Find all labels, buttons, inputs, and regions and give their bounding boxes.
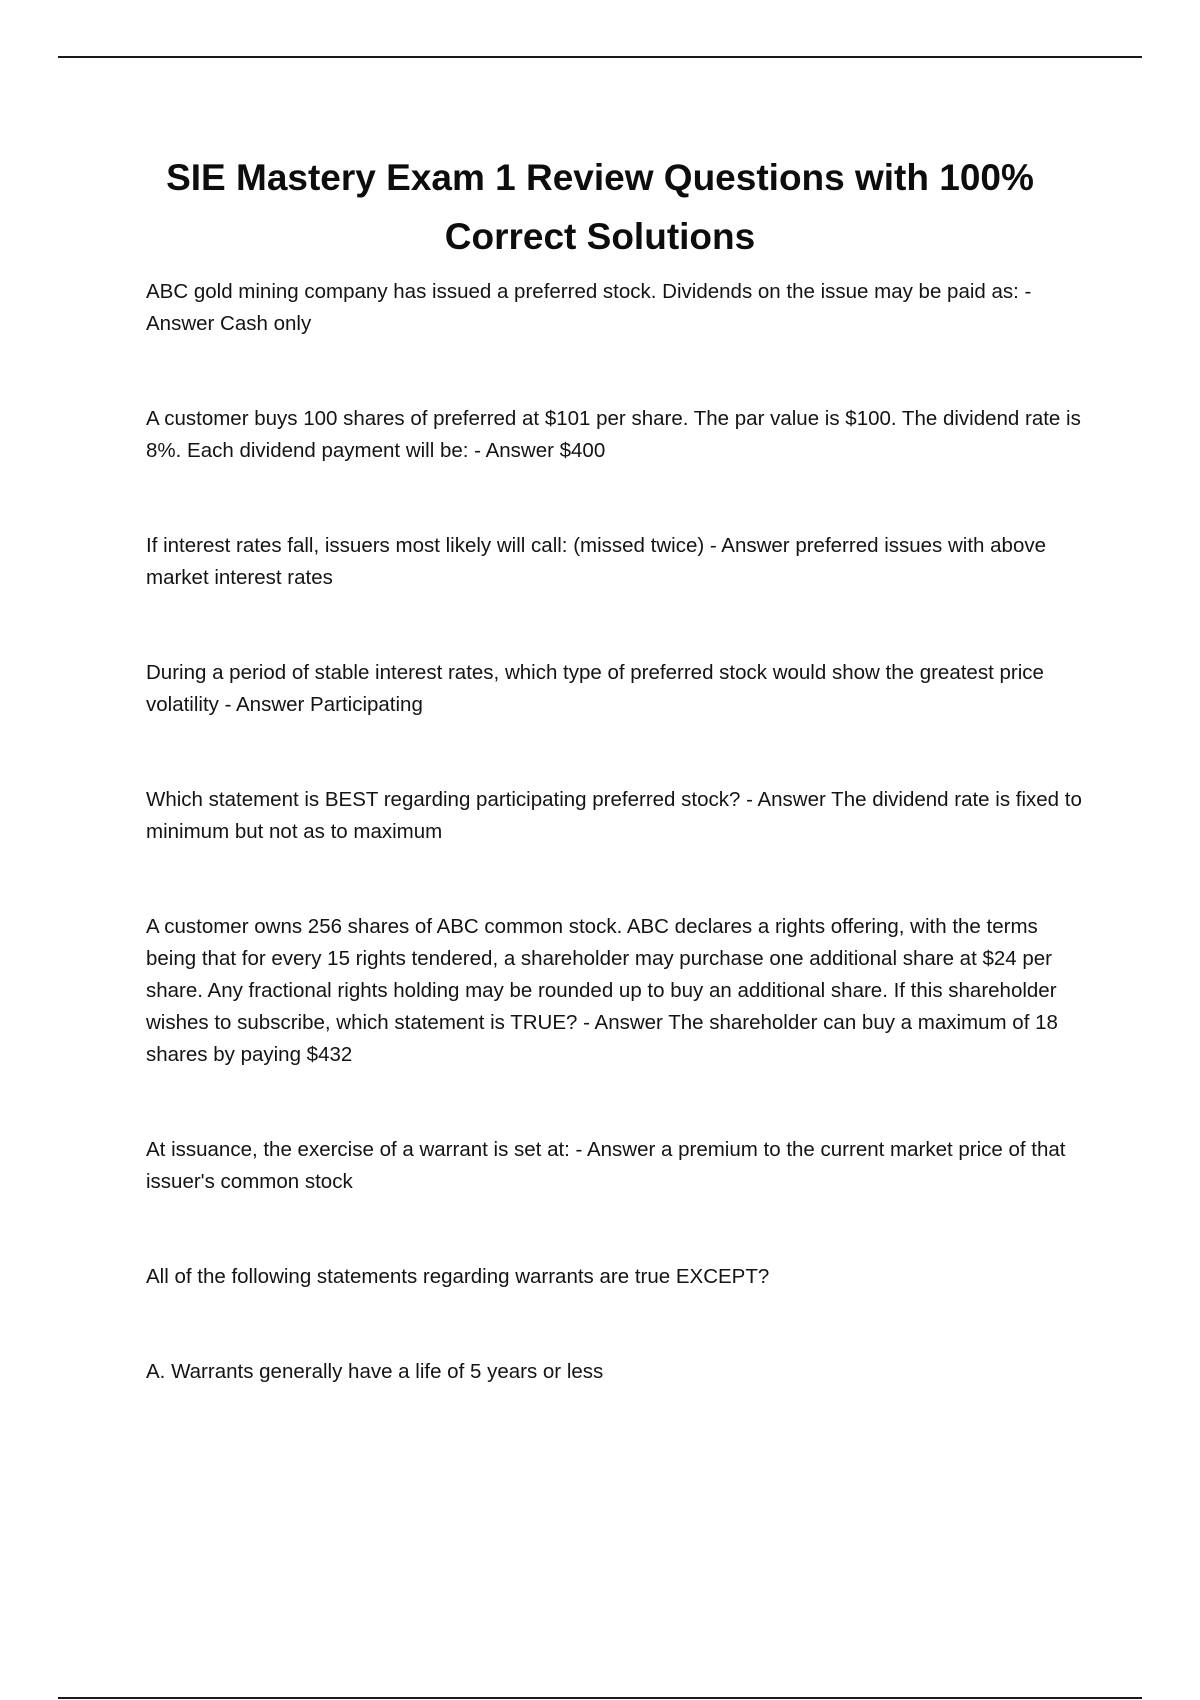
qa-item: ABC gold mining company has issued a preferred stock. Dividends on the issue may be paid as: - Answer Cash only	[146, 280, 1032, 335]
qa-item: If interest rates fall, issuers most likely will call: (missed twice) - Answer preferred issues with above market interest rates	[146, 534, 1047, 589]
qa-item: A customer buys 100 shares of preferred at $101 per share. The par value is $100. The dividend rate is 8%. Each dividend payment will be: - Answer $400	[146, 407, 1081, 462]
qa-item: A. Warrants generally have a life of 5 years or less	[146, 1360, 604, 1383]
footer-rule	[58, 1697, 1142, 1699]
document-title: SIE Mastery Exam 1 Review Questions with 100% Correct Solutions	[166, 157, 1034, 257]
qa-item: Which statement is BEST regarding participating preferred stock? - Answer The dividend rate is fixed to minimum but not as to maximum	[146, 788, 1082, 843]
qa-item: A customer owns 256 shares of ABC common stock. ABC declares a rights offering, with the terms being that for every 15 rights tendered, a shareholder may purchase one additional share at $24 per share. Any fractional rights holding may be rounded up to buy an additional share. If this shareholder wishes to subscribe, which statement is TRUE? - Answer The shareholder can buy a maximum of 18 shares by paying $432	[146, 915, 1058, 1066]
qa-item: All of the following statements regarding warrants are true EXCEPT?	[146, 1265, 770, 1288]
qa-item: At issuance, the exercise of a warrant is set at: - Answer a premium to the current market price of that issuer's common stock	[146, 1138, 1066, 1193]
qa-item: During a period of stable interest rates, which type of preferred stock would show the greatest price volatility - Answer Participating	[146, 661, 1044, 716]
header-rule	[58, 56, 1142, 58]
question-answer-list	[146, 276, 1091, 1388]
